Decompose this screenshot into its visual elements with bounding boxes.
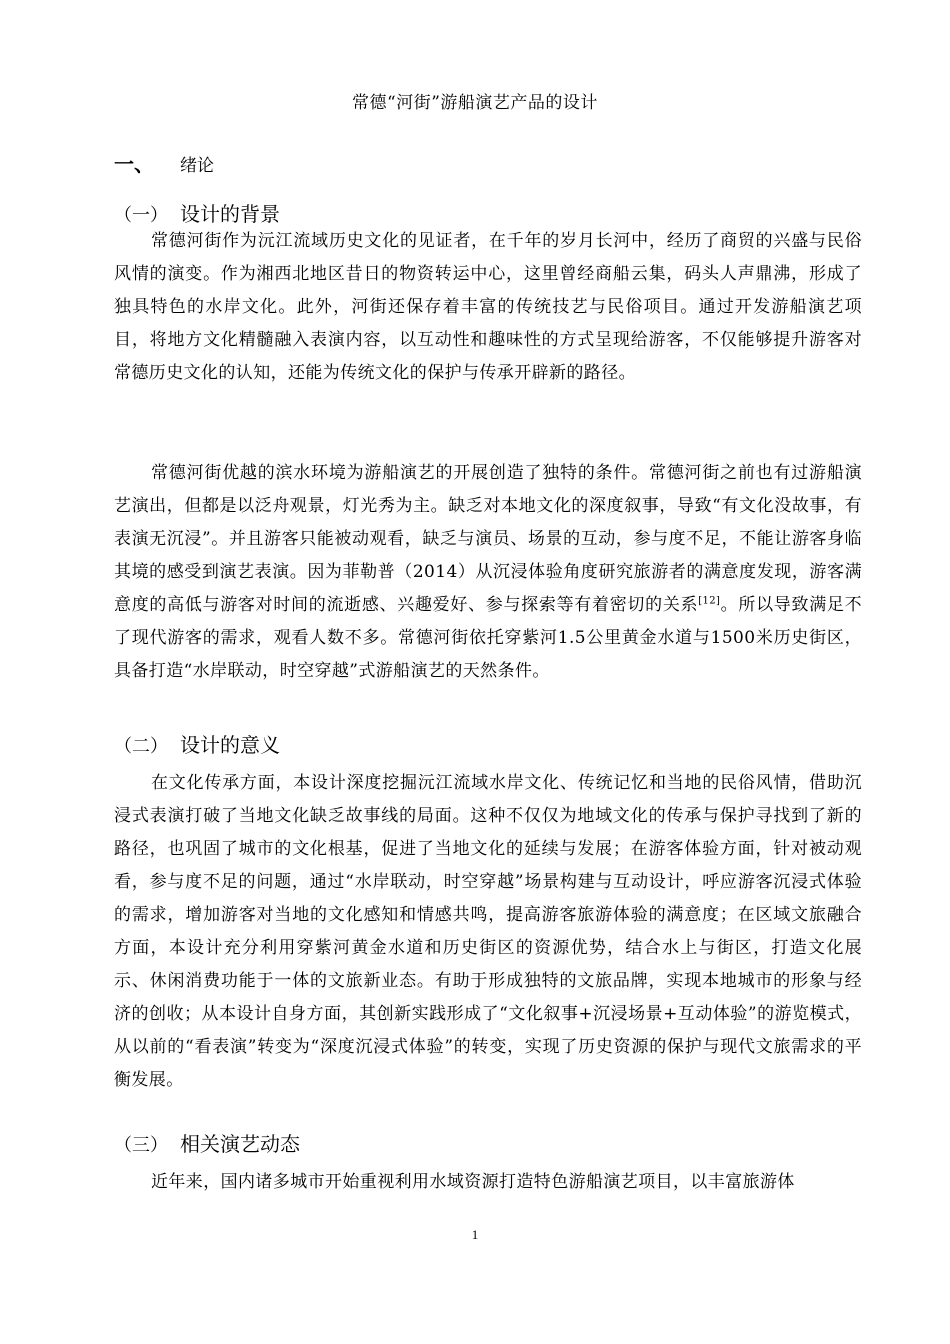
subsection-title: 设计的背景 bbox=[180, 202, 280, 226]
section-title: 绪论 bbox=[180, 156, 214, 176]
paragraph-significance: 在文化传承方面，本设计深度挖掘沅江流域水岸文化、传统记忆和当地的民俗风情，借助沉浸式表演打破了当地文化缺乏故事线的局面。这种不仅仅为地域文化的传承与保护寻找到了新的路径，也巩固了城市的文化根基，促进了当地文化的延续与发展；在游客体验方面，针对被动观看，参与度不足的问题，通过“水岸联动，时空穿越”场景构建与互动设计，呼应游客沉浸式体验的需求，增加游客对当地的文化感知和情感共鸣，提高游客旅游体验的满意度；在区域文旅融合方面，本设计充分利用穿紫河黄金水道和历史街区的资源优势，结合水上与街区，打造文化展示、休闲消费功能于一体的文旅新业态。有助于形成独特的文旅品牌，实现本地城市的形象与经济的创收；从本设计自身方面，其创新实践形成了“文化叙事+沉浸场景+互动体验”的游览模式，从以前的“看表演”转变为“深度沉浸式体验”的转变，实现了历史资源的保护与现代文旅需求的平衡发展。 bbox=[114, 773, 862, 1090]
subsection-heading-significance bbox=[114, 729, 280, 758]
subsection-number: （二） bbox=[114, 736, 168, 757]
document-title: 常德“河街”游船演艺产品的设计 bbox=[352, 93, 598, 113]
section-number: 一、 bbox=[114, 152, 154, 176]
subsection-heading-background bbox=[114, 198, 280, 227]
paragraph-related-performances: 近年来，国内诸多城市开始重视利用水域资源打造特色游船演艺项目，以丰富旅游体 bbox=[151, 1172, 795, 1192]
subsection-number: （一） bbox=[114, 205, 168, 226]
subsection-heading-related-performances bbox=[114, 1128, 300, 1157]
citation-reference: [12] bbox=[698, 595, 721, 607]
subsection-number: （三） bbox=[114, 1135, 168, 1156]
paragraph-background-2 bbox=[114, 457, 862, 688]
section-heading-introduction bbox=[114, 148, 214, 177]
subsection-title: 相关演艺动态 bbox=[180, 1132, 300, 1156]
paragraph-background-1: 常德河街作为沅江流域历史文化的见证者，在千年的岁月长河中，经历了商贸的兴盛与民俗风情的演变。作为湘西北地区昔日的物资转运中心，这里曾经商船云集，码头人声鼎沸，形成了独具特色的水岸文化。此外，河街还保存着丰富的传统技艺与民俗项目。通过开发游船演艺项目，将地方文化精髓融入表演内容，以互动性和趣味性的方式呈现给游客，不仅能够提升游客对常德历史文化的认知，还能为传统文化的保护与传承开辟新的路径。 bbox=[114, 231, 862, 383]
paragraph-text: 常德河街优越的滨水环境为游船演艺的开展创造了独特的条件。常德河街之前也有过游船演艺演出，但都是以泛舟观景，灯光秀为主。缺乏对本地文化的深度叙事，导致“有文化没故事，有表演无沉浸”。并且游客只能被动观看，缺乏与演员、场景的互动，参与度不足，不能让游客身临其境的感受到演艺表演。因为菲勒普（2014）从沉浸体验角度研究旅游者的满意度发现，游客满意度的高低与游客对时间的流逝感、兴趣爱好、参与探索等有着密切的关系 bbox=[114, 463, 862, 615]
paragraph-text: 。所以导致满足不了现代游客的需求，观看人数不多。常德河街依托穿紫河1.5公里黄金水道与1500米历史街区，具备打造“水岸联动，时空穿越”式游船演艺的天然条件。 bbox=[114, 595, 863, 681]
page-number: 1 bbox=[471, 1227, 479, 1242]
subsection-title: 设计的意义 bbox=[180, 733, 280, 757]
